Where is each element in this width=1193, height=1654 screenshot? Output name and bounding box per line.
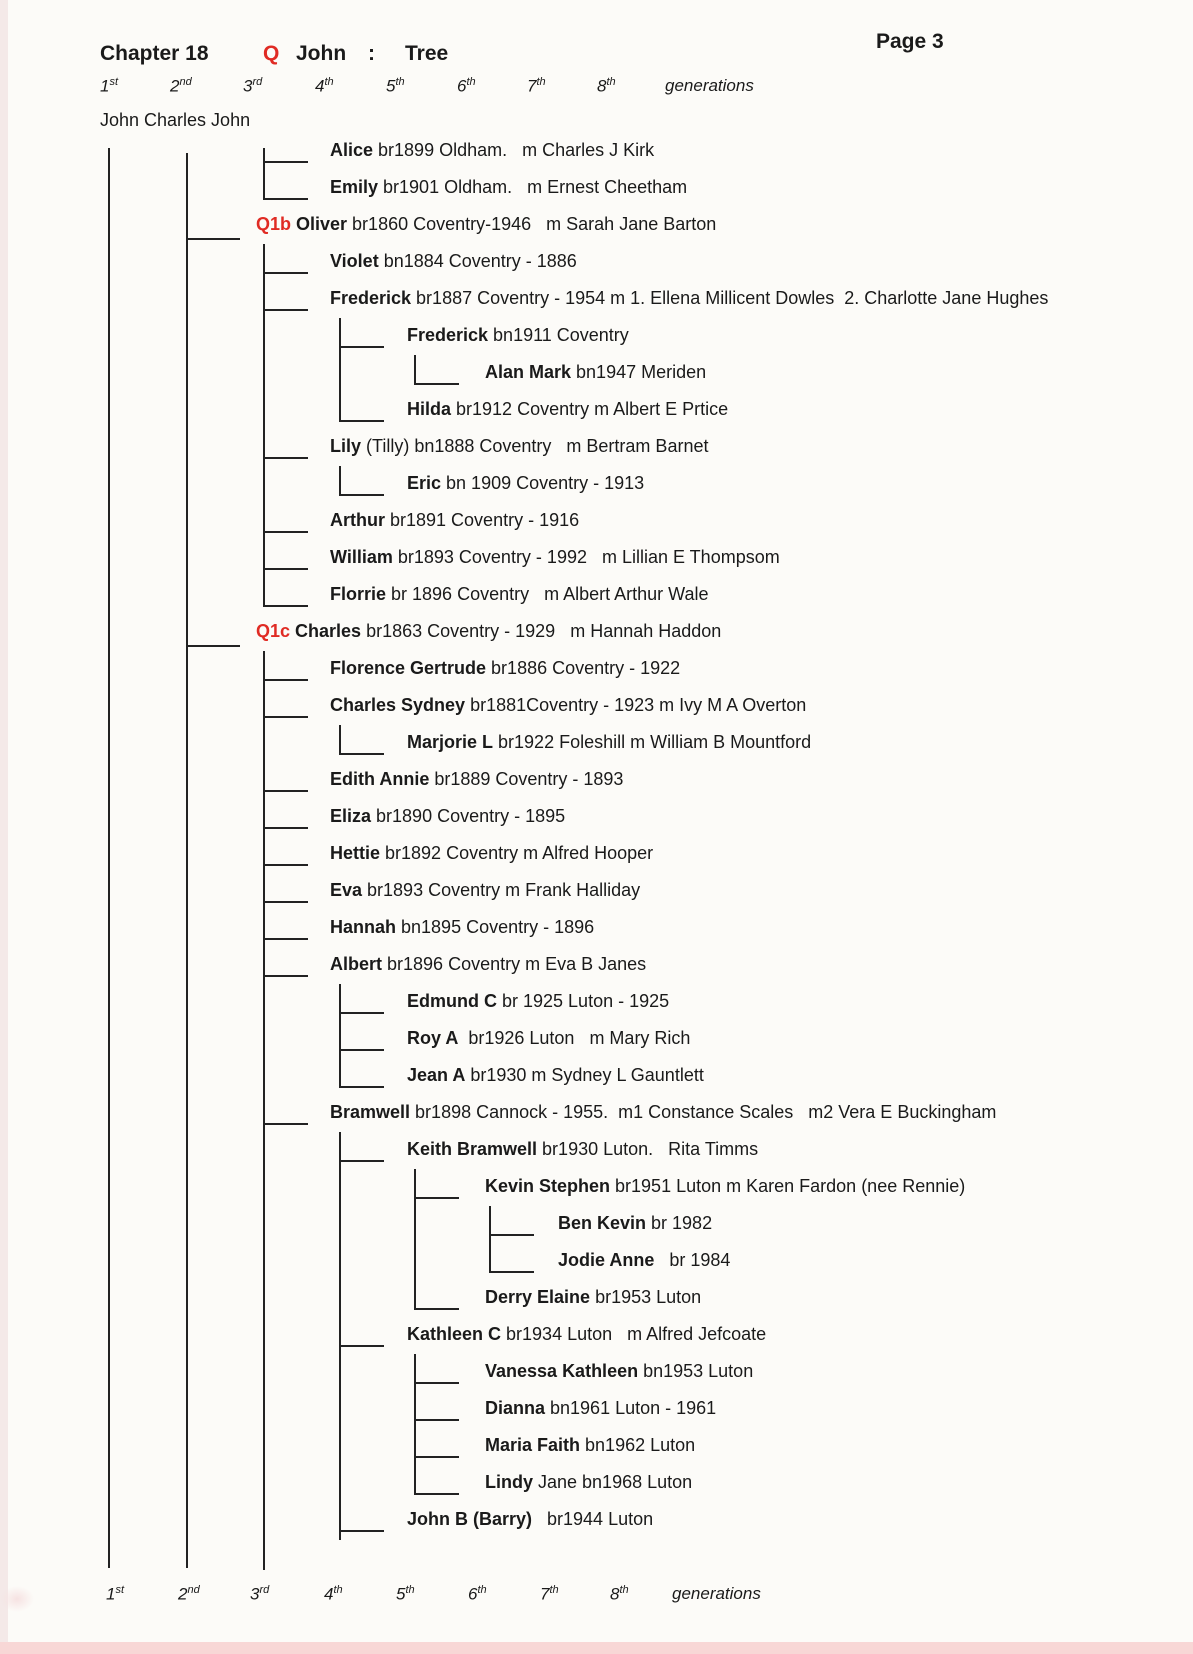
tree-connector-vertical <box>339 466 341 494</box>
tree-person-row <box>330 843 653 864</box>
tree-person-row <box>407 1139 758 1160</box>
tree-connector-vertical <box>489 1206 491 1271</box>
person-name: Marjorie L <box>407 732 494 752</box>
person-details: br1930 m Sydney L Gauntlett <box>465 1065 704 1085</box>
person-details: (Tilly) bn1888 Coventry m Bertram Barnet <box>361 436 709 456</box>
generation-label: 4th <box>315 76 334 96</box>
tree-connector-tick <box>263 827 308 829</box>
person-details: br1887 Coventry - 1954 m 1. Ellena Millicent Dowles 2. Charlotte Jane Hughes <box>411 288 1049 308</box>
tree-connector-vertical <box>339 984 341 1086</box>
tree-connector-tick <box>263 309 308 311</box>
person-name: Kevin Stephen <box>485 1176 611 1196</box>
tree-person-row <box>407 399 728 420</box>
tree-connector-tick <box>263 568 308 570</box>
person-name: Jodie Anne <box>558 1250 655 1270</box>
tree-person-row <box>407 1065 704 1086</box>
tree-connector-tick <box>263 679 308 681</box>
tree-person-row <box>330 177 687 198</box>
tree-connector-tick <box>489 1234 534 1236</box>
person-name: Frederick <box>330 288 412 308</box>
person-name: Lily <box>330 436 362 456</box>
tree-connector-tick <box>489 1271 534 1273</box>
tree-connector-tick <box>186 645 240 647</box>
person-name: Hannah <box>330 917 397 937</box>
generation-label: 6th <box>457 76 476 96</box>
person-details: br1944 Luton <box>532 1509 654 1529</box>
family-name-title: John <box>296 42 347 65</box>
tree-connector-tick <box>263 901 308 903</box>
q-code-title: Q <box>263 42 280 65</box>
tree-connector-tick <box>263 161 308 163</box>
person-name: Jean A <box>407 1065 466 1085</box>
tree-connector-tick <box>414 1308 459 1310</box>
tree-connector-tick <box>339 1049 384 1051</box>
generation-label: 2nd <box>170 76 192 96</box>
tree-person-row <box>256 621 721 642</box>
person-name: Charles Sydney <box>330 695 466 715</box>
tree-connector-tick <box>414 1197 459 1199</box>
person-name: Eva <box>330 880 363 900</box>
person-name: Bramwell <box>330 1102 411 1122</box>
scan-smudge-artifact <box>0 1586 34 1612</box>
person-name: Emily <box>330 177 379 197</box>
person-name: Alan Mark <box>485 362 572 382</box>
person-name: John B (Barry) <box>407 1509 533 1529</box>
person-name: Oliver <box>296 214 348 234</box>
tree-connector-tick <box>263 716 308 718</box>
person-details: br1893 Coventry m Frank Halliday <box>362 880 641 900</box>
person-details: br1930 Luton. Rita Timms <box>537 1139 759 1159</box>
person-name: Maria Faith <box>485 1435 581 1455</box>
person-details: br1860 Coventry-1946 m Sarah Jane Barton <box>347 214 717 234</box>
tree-connector-tick <box>414 1456 459 1458</box>
tree-connector-tick <box>263 531 308 533</box>
generation-label: 1st <box>106 1584 125 1604</box>
generations-word: generations <box>672 1584 761 1603</box>
person-details: br1890 Coventry - 1895 <box>371 806 566 826</box>
tree-person-row <box>407 1509 653 1530</box>
person-name: Ben Kevin <box>558 1213 647 1233</box>
generation-label: 6th <box>468 1584 487 1604</box>
tree-connector-vertical <box>414 355 416 383</box>
person-details: Jane bn1968 Luton <box>533 1472 693 1492</box>
generation-label: 4th <box>324 1584 343 1604</box>
tree-connector-vertical <box>108 148 110 1568</box>
person-details: br1898 Cannock - 1955. m1 Constance Scales m2 Vera E Buckingham <box>410 1102 997 1122</box>
person-name: Lindy <box>485 1472 533 1492</box>
tree-person-row <box>330 880 640 901</box>
person-name: Hilda <box>407 399 452 419</box>
person-details: br1896 Coventry m Eva B Janes <box>382 954 647 974</box>
person-name: Eric <box>407 473 442 493</box>
tree-person-row <box>485 1176 965 1197</box>
tree-connector-tick <box>339 753 384 755</box>
tree-connector-tick <box>263 457 308 459</box>
tree-connector-tick <box>414 1419 459 1421</box>
tree-connector-vertical <box>414 1354 416 1493</box>
tree-connector-tick <box>263 790 308 792</box>
tree-person-row <box>407 732 811 753</box>
person-q-code: Q1c <box>256 621 296 641</box>
person-details: br1912 Coventry m Albert E Prtice <box>451 399 729 419</box>
tree-connector-tick <box>414 1493 459 1495</box>
scan-left-edge-artifact <box>0 0 8 1654</box>
person-details: br1926 Luton m Mary Rich <box>458 1028 691 1048</box>
tree-person-row <box>330 584 709 605</box>
title-separator: : <box>368 42 375 65</box>
tree-person-row <box>407 1324 766 1345</box>
tree-connector-tick <box>263 198 308 200</box>
tree-connector-tick <box>414 383 459 385</box>
tree-person-row <box>407 325 629 346</box>
tree-connector-tick <box>186 238 240 240</box>
generation-label: 7th <box>527 76 546 96</box>
person-details: br1901 Oldham. m Ernest Cheetham <box>378 177 688 197</box>
person-name: Dianna <box>485 1398 546 1418</box>
person-name: Edmund C <box>407 991 497 1011</box>
person-details: br1886 Coventry - 1922 <box>486 658 681 678</box>
tree-person-row <box>330 436 708 457</box>
person-name: Hettie <box>330 843 381 863</box>
person-name: Derry Elaine <box>485 1287 591 1307</box>
person-details: bn1895 Coventry - 1896 <box>396 917 595 937</box>
tree-person-row <box>330 954 646 975</box>
generation-label: 5th <box>386 76 405 96</box>
chapter-title: Chapter 18 <box>100 42 209 65</box>
tree-person-row <box>485 1435 695 1456</box>
tree-person-row <box>256 214 716 235</box>
tree-person-row <box>330 917 594 938</box>
person-name: Keith Bramwell <box>407 1139 538 1159</box>
person-details: br1922 Foleshill m William B Mountford <box>493 732 812 752</box>
tree-person-row <box>485 1398 716 1419</box>
tree-connector-vertical <box>414 1169 416 1308</box>
person-q-code: Q1b <box>256 214 297 234</box>
person-details: bn1947 Meriden <box>571 362 707 382</box>
person-details: br1881Coventry - 1923 m Ivy M A Overton <box>465 695 807 715</box>
person-details: br1953 Luton <box>590 1287 702 1307</box>
generation-label: 2nd <box>178 1584 200 1604</box>
tree-person-row <box>485 362 706 383</box>
person-name: Alice <box>330 140 374 160</box>
tree-person-row <box>485 1361 753 1382</box>
tree-person-row <box>485 1472 692 1493</box>
tree-title: Tree <box>405 42 449 65</box>
person-details: bn1961 Luton - 1961 <box>545 1398 717 1418</box>
tree-connector-vertical <box>339 725 341 753</box>
person-name: Edith Annie <box>330 769 430 789</box>
tree-connector-tick <box>339 346 384 348</box>
generation-label: 3rd <box>250 1584 270 1604</box>
person-details: br1891 Coventry - 1916 <box>385 510 580 530</box>
person-details: br1893 Coventry - 1992 m Lillian E Thompsom <box>392 547 780 567</box>
tree-person-row <box>407 1028 690 1049</box>
tree-person-row <box>485 1287 701 1308</box>
person-details: br 1982 <box>646 1213 713 1233</box>
tree-person-row <box>330 140 654 161</box>
page-number: Page 3 <box>876 30 944 53</box>
tree-person-row <box>330 547 780 568</box>
person-details: br1934 Luton m Alfred Jefcoate <box>501 1324 767 1344</box>
tree-connector-vertical <box>263 148 265 198</box>
tree-person-row <box>330 1102 996 1123</box>
tree-connector-tick <box>263 1123 308 1125</box>
person-details: bn1884 Coventry - 1886 <box>378 251 577 271</box>
tree-connector-tick <box>263 938 308 940</box>
tree-person-row <box>330 806 565 827</box>
tree-connector-vertical <box>263 651 265 1570</box>
tree-connector-tick <box>414 1382 459 1384</box>
tree-connector-vertical <box>263 244 265 605</box>
person-details: br1892 Coventry m Alfred Hooper <box>380 843 654 863</box>
person-name: William <box>330 547 393 567</box>
person-details: br 1984 <box>654 1250 731 1270</box>
person-details: br1899 Oldham. m Charles J Kirk <box>373 140 655 160</box>
person-name: Florence Gertrude <box>330 658 487 678</box>
generation-label: 1st <box>100 76 119 96</box>
tree-connector-tick <box>339 420 384 422</box>
root-person: John Charles John <box>100 110 251 130</box>
person-name: Violet <box>330 251 379 271</box>
tree-person-row <box>330 769 623 790</box>
tree-connector-tick <box>339 494 384 496</box>
generation-label: 3rd <box>243 76 263 96</box>
person-name: Florrie <box>330 584 387 604</box>
tree-person-row <box>330 658 680 679</box>
tree-connector-tick <box>339 1086 384 1088</box>
person-name: Frederick <box>407 325 489 345</box>
person-details: bn1911 Coventry <box>488 325 629 345</box>
person-details: br1951 Luton m Karen Fardon (nee Rennie) <box>610 1176 966 1196</box>
tree-connector-tick <box>263 864 308 866</box>
tree-connector-vertical <box>339 318 341 420</box>
tree-connector-vertical <box>339 1132 341 1540</box>
tree-connector-tick <box>339 1345 384 1347</box>
tree-connector-tick <box>263 272 308 274</box>
tree-person-row <box>407 991 669 1012</box>
generation-label: 5th <box>396 1584 415 1604</box>
person-name: Arthur <box>330 510 385 530</box>
person-name: Roy A <box>407 1028 459 1048</box>
tree-person-row <box>330 288 1048 309</box>
person-name: Eliza <box>330 806 372 826</box>
tree-connector-tick <box>339 1012 384 1014</box>
generations-word: generations <box>665 76 754 95</box>
tree-person-row <box>407 473 644 494</box>
person-name: Albert <box>330 954 383 974</box>
generation-label: 7th <box>540 1584 559 1604</box>
person-name: Vanessa Kathleen <box>485 1361 639 1381</box>
person-name: Charles <box>295 621 362 641</box>
person-details: br 1896 Coventry m Albert Arthur Wale <box>386 584 709 604</box>
tree-connector-vertical <box>186 153 188 1568</box>
tree-person-row <box>558 1250 730 1271</box>
tree-connector-tick <box>339 1160 384 1162</box>
tree-person-row <box>330 695 806 716</box>
tree-person-row <box>330 251 577 272</box>
tree-person-row <box>330 510 579 531</box>
person-name: Kathleen C <box>407 1324 502 1344</box>
generation-label: 8th <box>597 76 616 96</box>
person-details: br1863 Coventry - 1929 m Hannah Haddon <box>361 621 722 641</box>
tree-connector-tick <box>263 605 308 607</box>
tree-connector-tick <box>339 1530 384 1532</box>
person-details: br 1925 Luton - 1925 <box>497 991 670 1011</box>
tree-connector-tick <box>263 975 308 977</box>
person-details: bn 1909 Coventry - 1913 <box>441 473 645 493</box>
person-details: br1889 Coventry - 1893 <box>429 769 624 789</box>
generation-label: 8th <box>610 1584 629 1604</box>
tree-person-row <box>558 1213 712 1234</box>
scan-bottom-strip-artifact <box>0 1642 1193 1654</box>
person-details: bn1953 Luton <box>638 1361 754 1381</box>
person-details: bn1962 Luton <box>580 1435 696 1455</box>
